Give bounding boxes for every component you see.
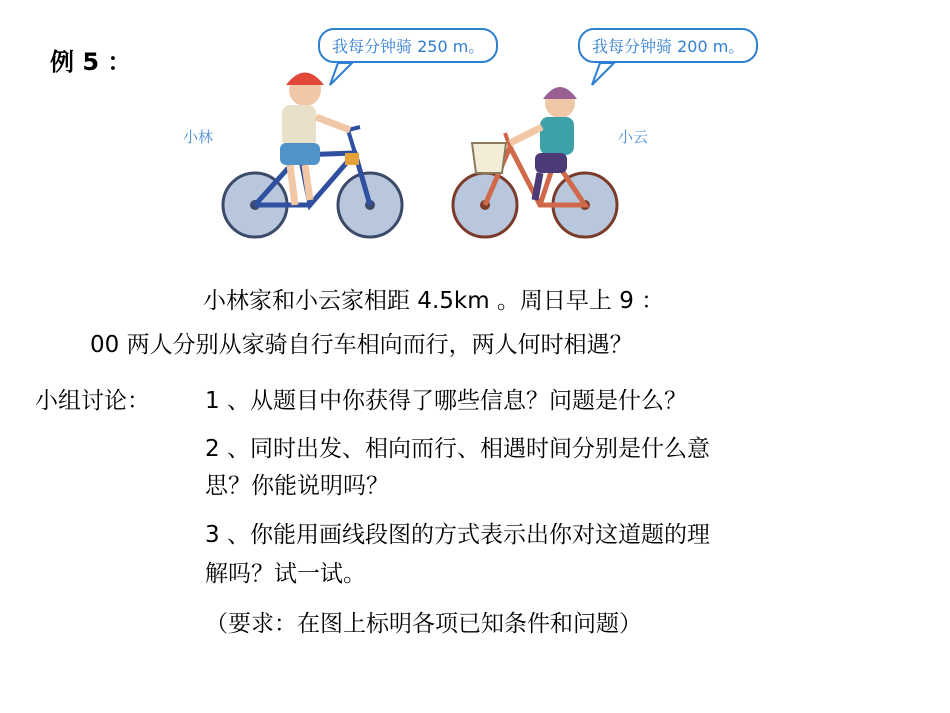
girl-speech-bubble: 我每分钟骑 200 m。	[578, 28, 758, 63]
girl-name-label: 小云	[618, 128, 649, 146]
problem-line-2: 00 两人分别从家骑自行车相向而行，两人何时相遇？	[90, 332, 633, 358]
question-2-line-1: 2 、同时出发、相向而行、相遇时间分别是什么意	[205, 436, 710, 462]
cyclists-illustration	[210, 55, 620, 245]
boy-bubble-tail	[330, 63, 352, 85]
boy-rider	[280, 73, 350, 206]
boy-name-label: 小林	[183, 128, 214, 146]
example-title: 例 5 ：	[50, 48, 132, 76]
problem-line-1: 小林家和小云家相距 4.5km 。周日早上 9 ：	[203, 288, 665, 314]
question-2-line-2: 思？你能说明吗？	[205, 473, 389, 499]
girl-bubble-tail	[592, 63, 614, 85]
discussion-label: 小组讨论：	[35, 388, 150, 414]
question-3-line-2: 解吗？试一试。	[205, 561, 366, 587]
question-1: 1 、从题目中你获得了哪些信息？问题是什么？	[205, 388, 687, 414]
boy-speech-bubble: 我每分钟骑 250 m。	[318, 28, 498, 63]
question-3-line-1: 3 、你能用画线段图的方式表示出你对这道题的理	[205, 522, 710, 548]
requirement-note: （要求：在图上标明各项已知条件和问题）	[205, 611, 642, 637]
